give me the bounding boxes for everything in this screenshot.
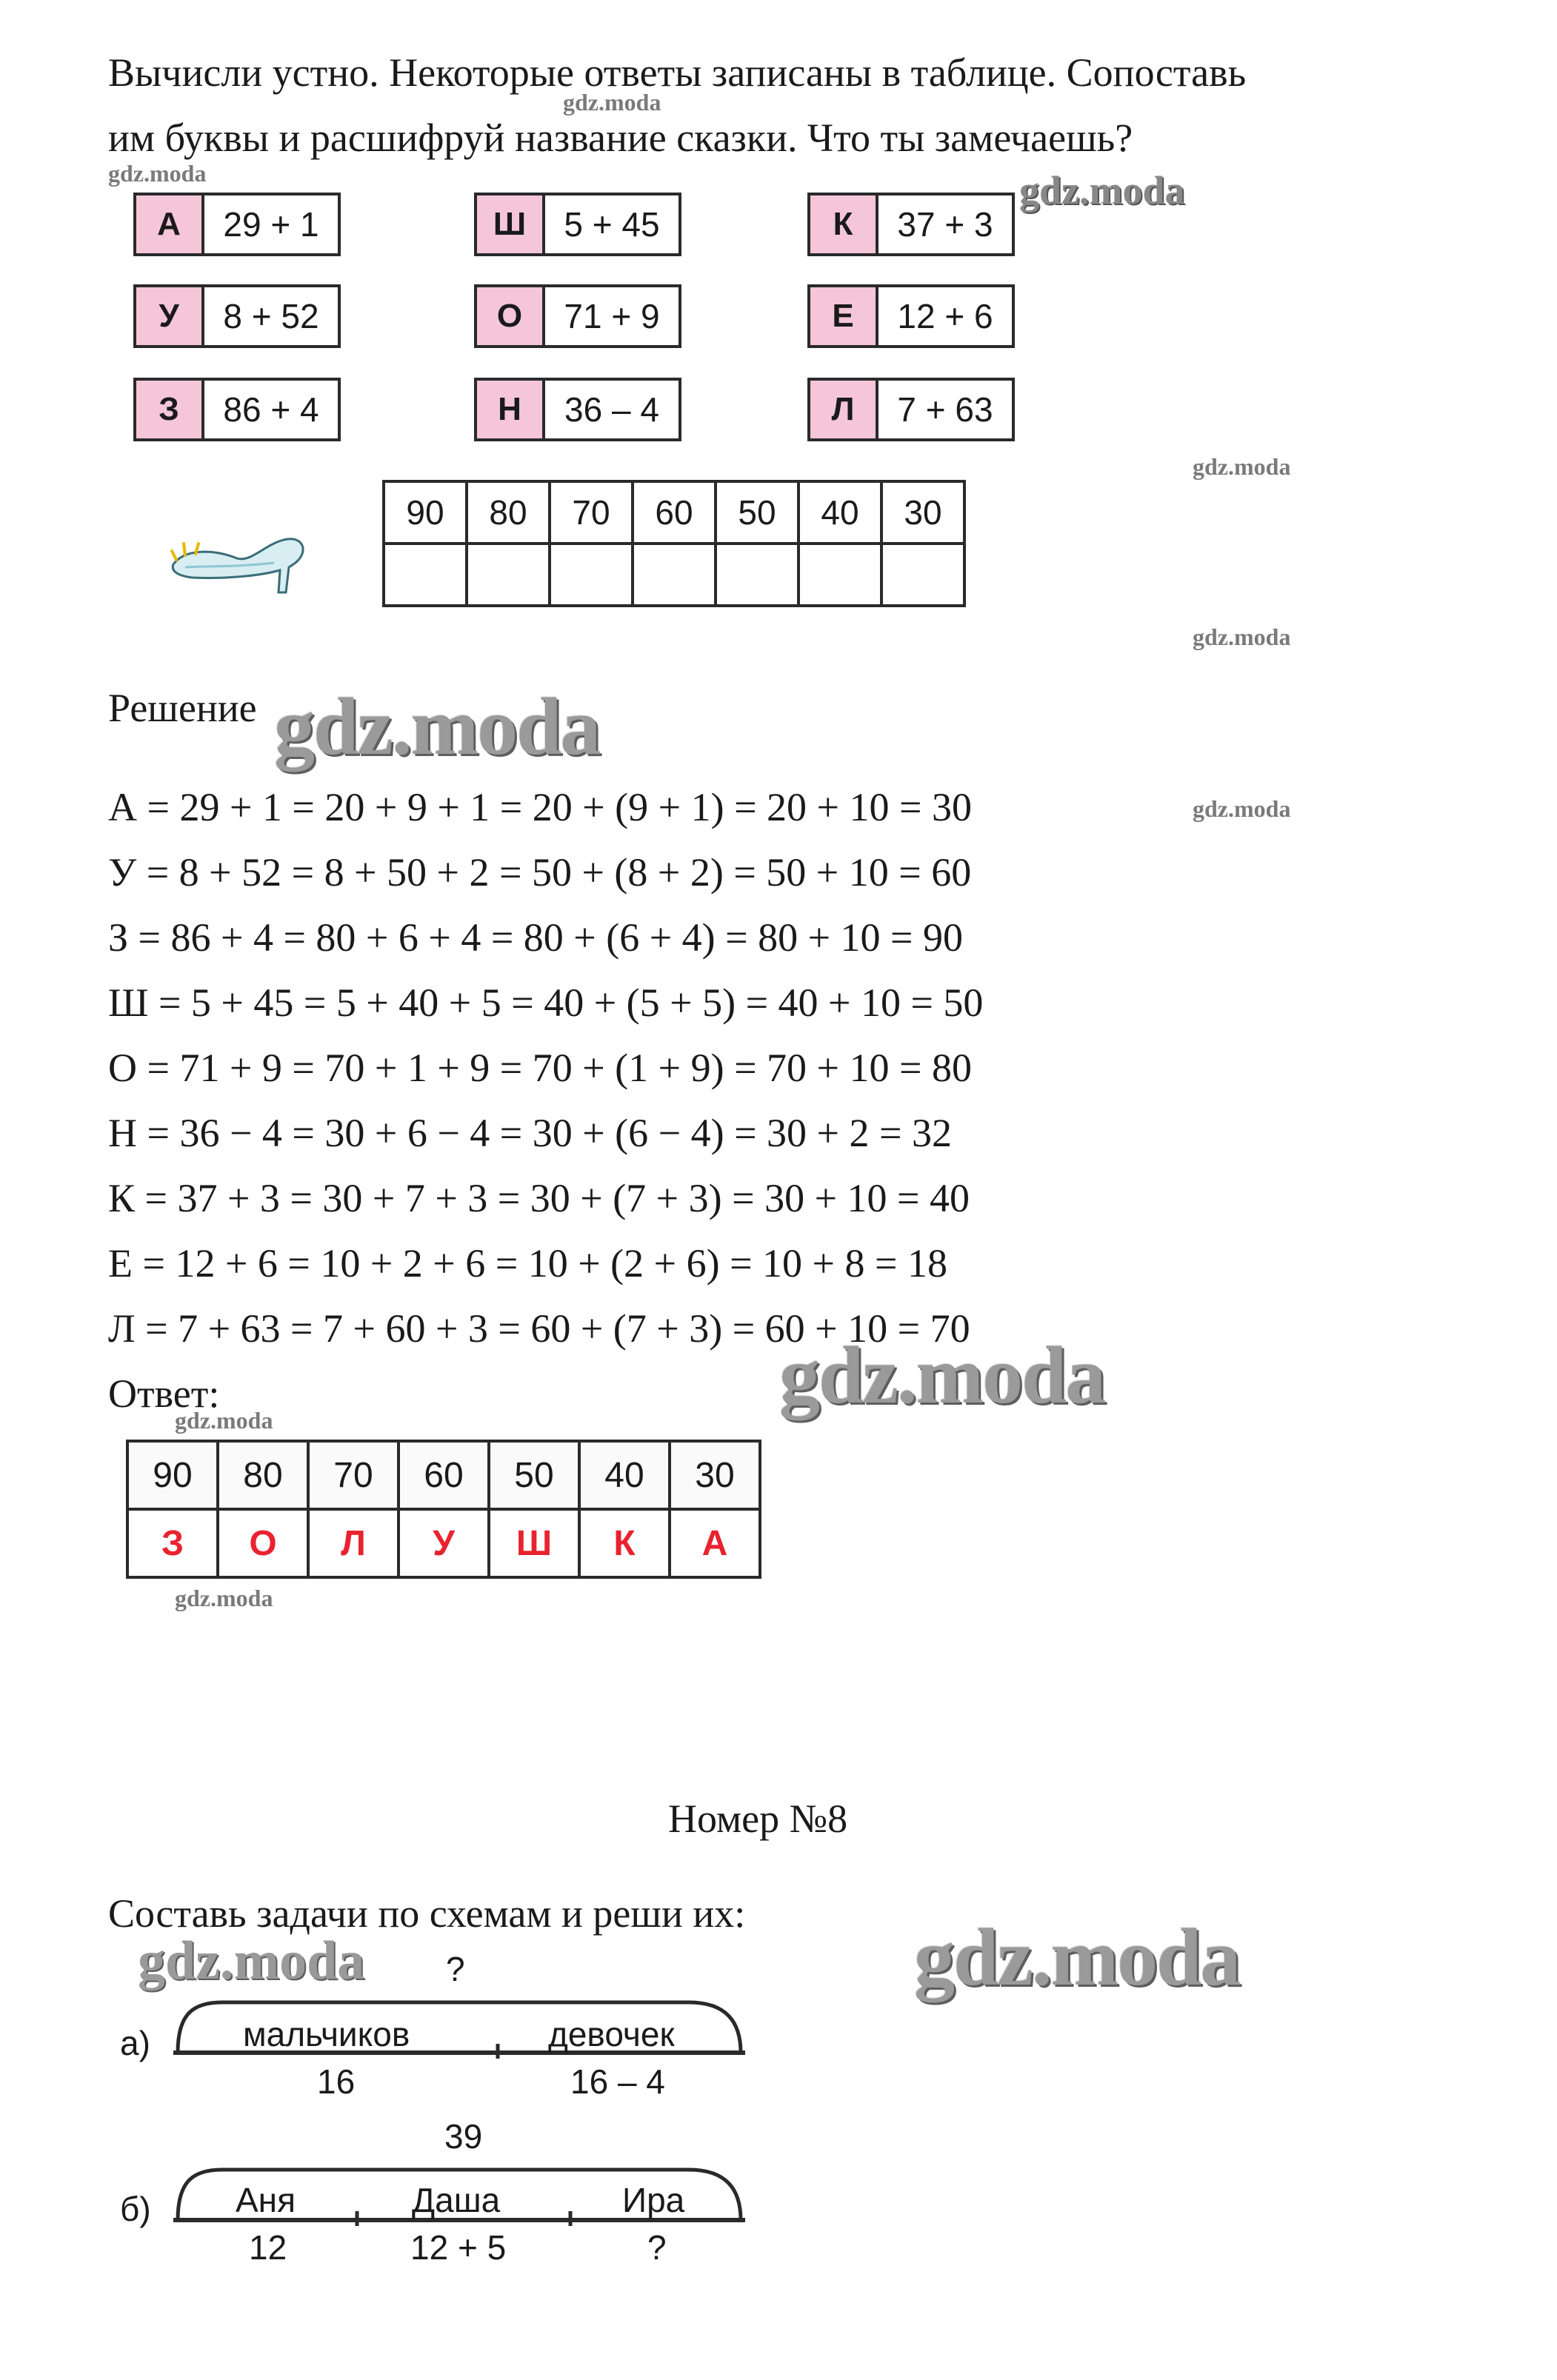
task-text-line-2: им буквы и расшифруй название сказки. Что ты замечаешь? [108,116,1133,160]
table-cell-empty [881,544,964,606]
answer-table [126,1440,761,1579]
letter-card [474,193,681,256]
watermark: gdz.moda [1193,795,1291,822]
scheme-b-part-dasha: Даша [412,2181,501,2219]
watermark: gdz.moda [274,681,600,772]
card-expression: 7 + 63 [897,390,993,429]
table-row [384,544,964,606]
letter-card [807,193,1015,256]
answer-letter: Л [308,1509,399,1577]
watermark: gdz.moda [175,1585,273,1611]
table-cell: 40 [798,481,881,544]
solution-line: Н = 36 − 4 = 30 + 6 − 4 = 30 + (6 − 4) = 30 + 2 = 32 [108,1111,952,1155]
watermark: gdz.moda [138,1931,365,1991]
task-number-heading: Номер №8 [668,1796,848,1841]
table-cell: 50 [716,481,798,544]
table-cell-empty [467,544,550,606]
card-letter: О [477,287,545,345]
card-letter: Е [810,287,878,345]
solution-line: У = 8 + 52 = 8 + 50 + 2 = 50 + (8 + 2) = 50 + 10 = 60 [108,850,972,895]
watermark: gdz.moda [1193,453,1291,480]
scheme-b-marker: б) [120,2190,151,2228]
letter-card [133,193,341,256]
card-expression: 29 + 1 [223,205,319,244]
table-cell: 70 [550,481,633,544]
answer-letter: А [670,1509,760,1577]
card-expression: 12 + 6 [897,297,993,335]
scheme-b-part-ira: Ира [622,2181,685,2219]
table-cell: 90 [127,1441,218,1509]
card-letter: Н [477,381,545,438]
table-cell-empty [716,544,798,606]
answer-table-empty [382,480,966,607]
scheme-a-marker: а) [120,2024,150,2062]
letter-card [133,284,341,348]
task-text-line-1: Вычисли устно. Некоторые ответы записаны в таблице. Сопоставь [108,50,1247,95]
solution-line: Ш = 5 + 45 = 5 + 40 + 5 = 40 + (5 + 5) = 40 + 10 = 50 [108,980,984,1025]
table-cell: 80 [218,1441,308,1509]
table-cell: 90 [384,481,467,544]
table-row [384,481,964,544]
scheme-a-total: ? [446,1950,465,1988]
card-letter: Л [810,381,878,438]
solution-line: А = 29 + 1 = 20 + 9 + 1 = 20 + (9 + 1) = 20 + 10 = 30 [108,785,972,829]
letter-card [807,378,1015,441]
answer-letter: О [218,1509,308,1577]
card-letter: Ш [477,195,545,253]
scheme-a-part-girls: девочек [548,2015,675,2053]
card-letter: К [810,195,878,253]
card-expression: 36 – 4 [564,390,659,429]
scheme-b-value-dasha: 12 + 5 [410,2228,507,2267]
table-cell-empty [633,544,716,606]
card-letter: З [136,381,204,438]
table-cell: 70 [308,1441,399,1509]
watermark: gdz.moda [563,89,661,116]
solution-line: К = 37 + 3 = 30 + 7 + 3 = 30 + (7 + 3) = 30 + 10 = 40 [108,1176,970,1220]
scheme-b-part-anya: Аня [236,2181,296,2219]
solution-line: З = 86 + 4 = 80 + 6 + 4 = 80 + (6 + 4) = 80 + 10 = 90 [108,915,964,960]
answer-label: Ответ: [108,1371,220,1416]
table-cell-empty [384,544,467,606]
answer-letter: К [579,1509,670,1577]
answer-letter: У [399,1509,489,1577]
table-cell: 60 [399,1441,489,1509]
card-letter: У [136,287,204,345]
letter-card [474,284,681,348]
scheme-a-value-boys: 16 [317,2062,356,2101]
table-cell: 30 [881,481,964,544]
card-expression: 5 + 45 [564,205,660,244]
card-expression: 8 + 52 [223,297,319,335]
glass-slipper-icon [163,496,311,600]
letter-card [807,284,1015,348]
card-expression: 71 + 9 [564,297,660,335]
watermark: gdz.moda [914,1912,1240,2002]
watermark: gdz.moda [175,1407,273,1434]
table-cell-empty [550,544,633,606]
solution-heading: Решение [108,686,257,730]
watermark: gdz.moda [779,1330,1105,1420]
card-expression: 37 + 3 [897,205,993,244]
table-cell: 30 [670,1441,760,1509]
letter-card [474,378,681,441]
watermark: gdz.moda [1193,624,1291,650]
table-cell-empty [798,544,881,606]
answer-letter: Ш [489,1509,579,1577]
table-cell: 60 [633,481,716,544]
solution-line: Е = 12 + 6 = 10 + 2 + 6 = 10 + (2 + 6) = 10 + 8 = 18 [108,1241,947,1286]
solution-line: О = 71 + 9 = 70 + 1 + 9 = 70 + (1 + 9) = 70 + 10 = 80 [108,1046,972,1090]
watermark: gdz.moda [108,160,207,187]
table-cell: 40 [579,1441,670,1509]
card-expression: 86 + 4 [223,390,319,429]
letter-card [133,378,341,441]
scheme-b-value-anya: 12 [249,2228,287,2267]
table-cell: 50 [489,1441,579,1509]
solution-line: Л = 7 + 63 = 7 + 60 + 3 = 60 + (7 + 3) = 60 + 10 = 70 [108,1306,970,1351]
table-row [127,1509,760,1577]
scheme-a-value-girls: 16 – 4 [570,2062,665,2101]
scheme-a-part-boys: мальчиков [243,2015,410,2053]
table-cell: 80 [467,481,550,544]
answer-letter: З [127,1509,218,1577]
table-row [127,1441,760,1509]
card-letter: А [136,195,204,253]
scheme-b-value-ira: ? [647,2228,667,2267]
watermark: gdz.moda [1019,168,1185,213]
scheme-b-total: 39 [444,2117,483,2156]
task8-instruction: Составь задачи по схемам и реши их: [108,1891,746,1936]
